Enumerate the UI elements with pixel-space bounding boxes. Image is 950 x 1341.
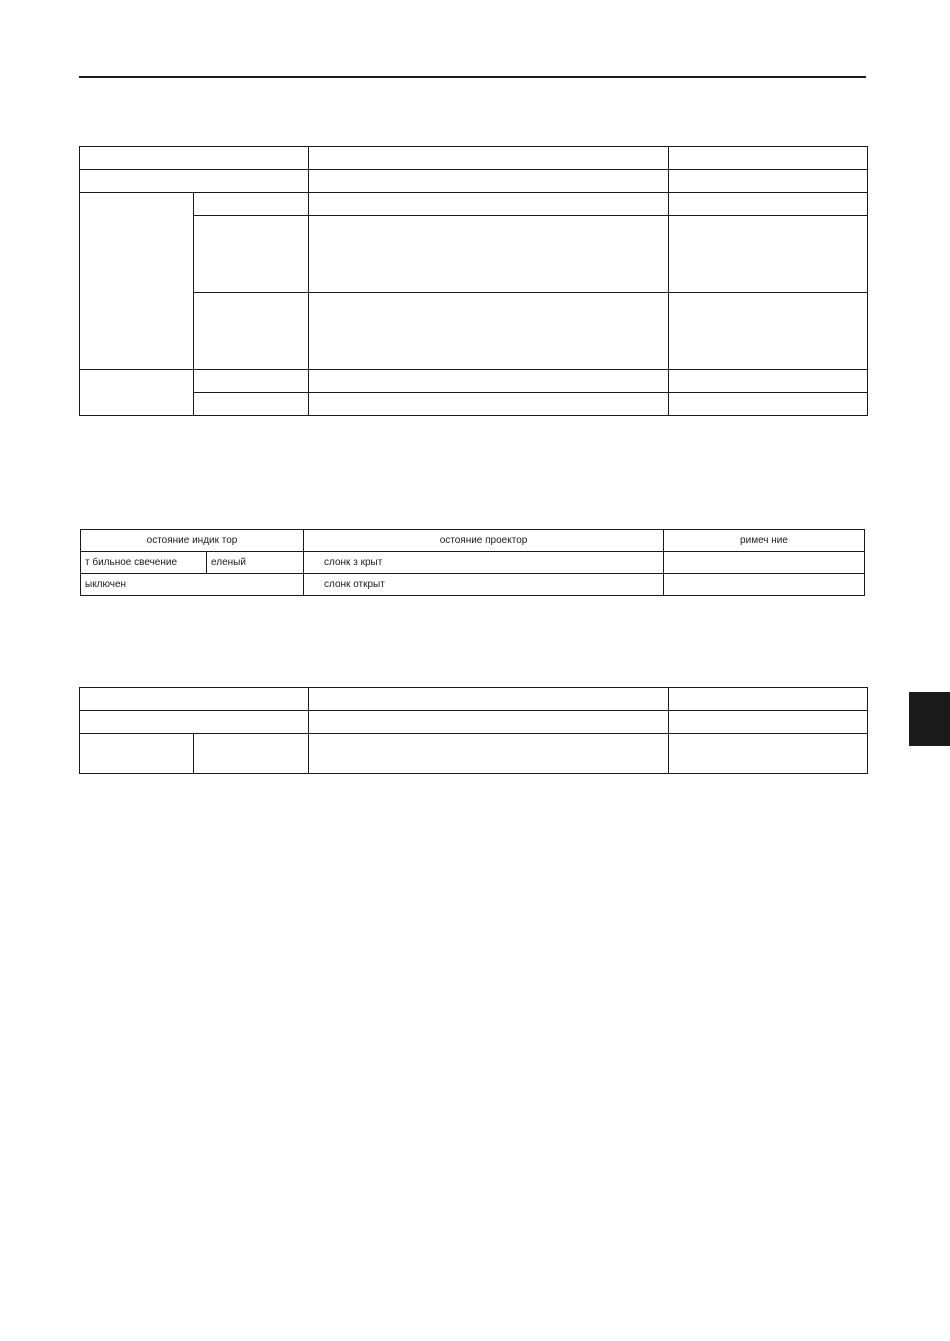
table-1: [79, 146, 868, 416]
table-cell: [669, 170, 868, 193]
table-1-header-cell: [80, 147, 309, 170]
header-note: римеч ние: [664, 530, 865, 552]
indicator-table: [80, 529, 865, 596]
table-row: [81, 552, 865, 574]
table-cell: [309, 370, 669, 393]
note-cell: [664, 552, 865, 574]
table-row: [80, 170, 868, 193]
table-row: [80, 734, 868, 774]
table-3: [79, 687, 868, 774]
table-cell: [194, 734, 309, 774]
note-cell: [664, 574, 865, 596]
table-cell: [309, 734, 669, 774]
projector-state-cell: слонк з крыт: [304, 552, 664, 574]
table-cell: [194, 193, 309, 216]
table-row: [80, 293, 868, 370]
indicator-state-cell: ыключен: [81, 574, 304, 596]
table-cell: [669, 393, 868, 416]
table-row: [81, 574, 865, 596]
table-row: [80, 216, 868, 293]
table-1-header-cell: [309, 147, 669, 170]
table-cell: [194, 216, 309, 293]
table-cell: [309, 216, 669, 293]
table-cell: [194, 293, 309, 370]
table-cell: [194, 393, 309, 416]
table-3-header-row: [80, 688, 868, 711]
table-cell: [80, 193, 194, 370]
table-cell: [80, 170, 309, 193]
table-cell: [80, 734, 194, 774]
table-cell: [669, 216, 868, 293]
table-row: [80, 193, 868, 216]
table-cell: [309, 393, 669, 416]
table-1-header-cell: [669, 147, 868, 170]
table-cell: [669, 193, 868, 216]
projector-state-cell: слонк открыт: [304, 574, 664, 596]
table-cell: [309, 193, 669, 216]
table-cell: [80, 370, 194, 416]
table-cell: [80, 711, 309, 734]
indicator-table-header-row: [81, 530, 865, 552]
table-cell: [194, 370, 309, 393]
section-tab-marker: [909, 692, 950, 746]
header-projector-state: остояние проектор: [304, 530, 664, 552]
table-cell: [669, 734, 868, 774]
table-3-header-cell: [669, 688, 868, 711]
indicator-state-cell: т бильное свечение: [81, 552, 207, 574]
table-cell: [669, 370, 868, 393]
table-3-header-cell: [80, 688, 309, 711]
header-rule: [79, 76, 866, 78]
table-3-header-cell: [309, 688, 669, 711]
table-row: [80, 711, 868, 734]
table-cell: [669, 293, 868, 370]
header-indicator-state: остояние индик тор: [81, 530, 304, 552]
table-cell: [309, 293, 669, 370]
table-cell: [669, 711, 868, 734]
table-cell: [309, 711, 669, 734]
table-1-header-row: [80, 147, 868, 170]
table-row: [80, 370, 868, 393]
table-cell: [309, 170, 669, 193]
table-row: [80, 393, 868, 416]
indicator-color-cell: еленый: [207, 552, 304, 574]
